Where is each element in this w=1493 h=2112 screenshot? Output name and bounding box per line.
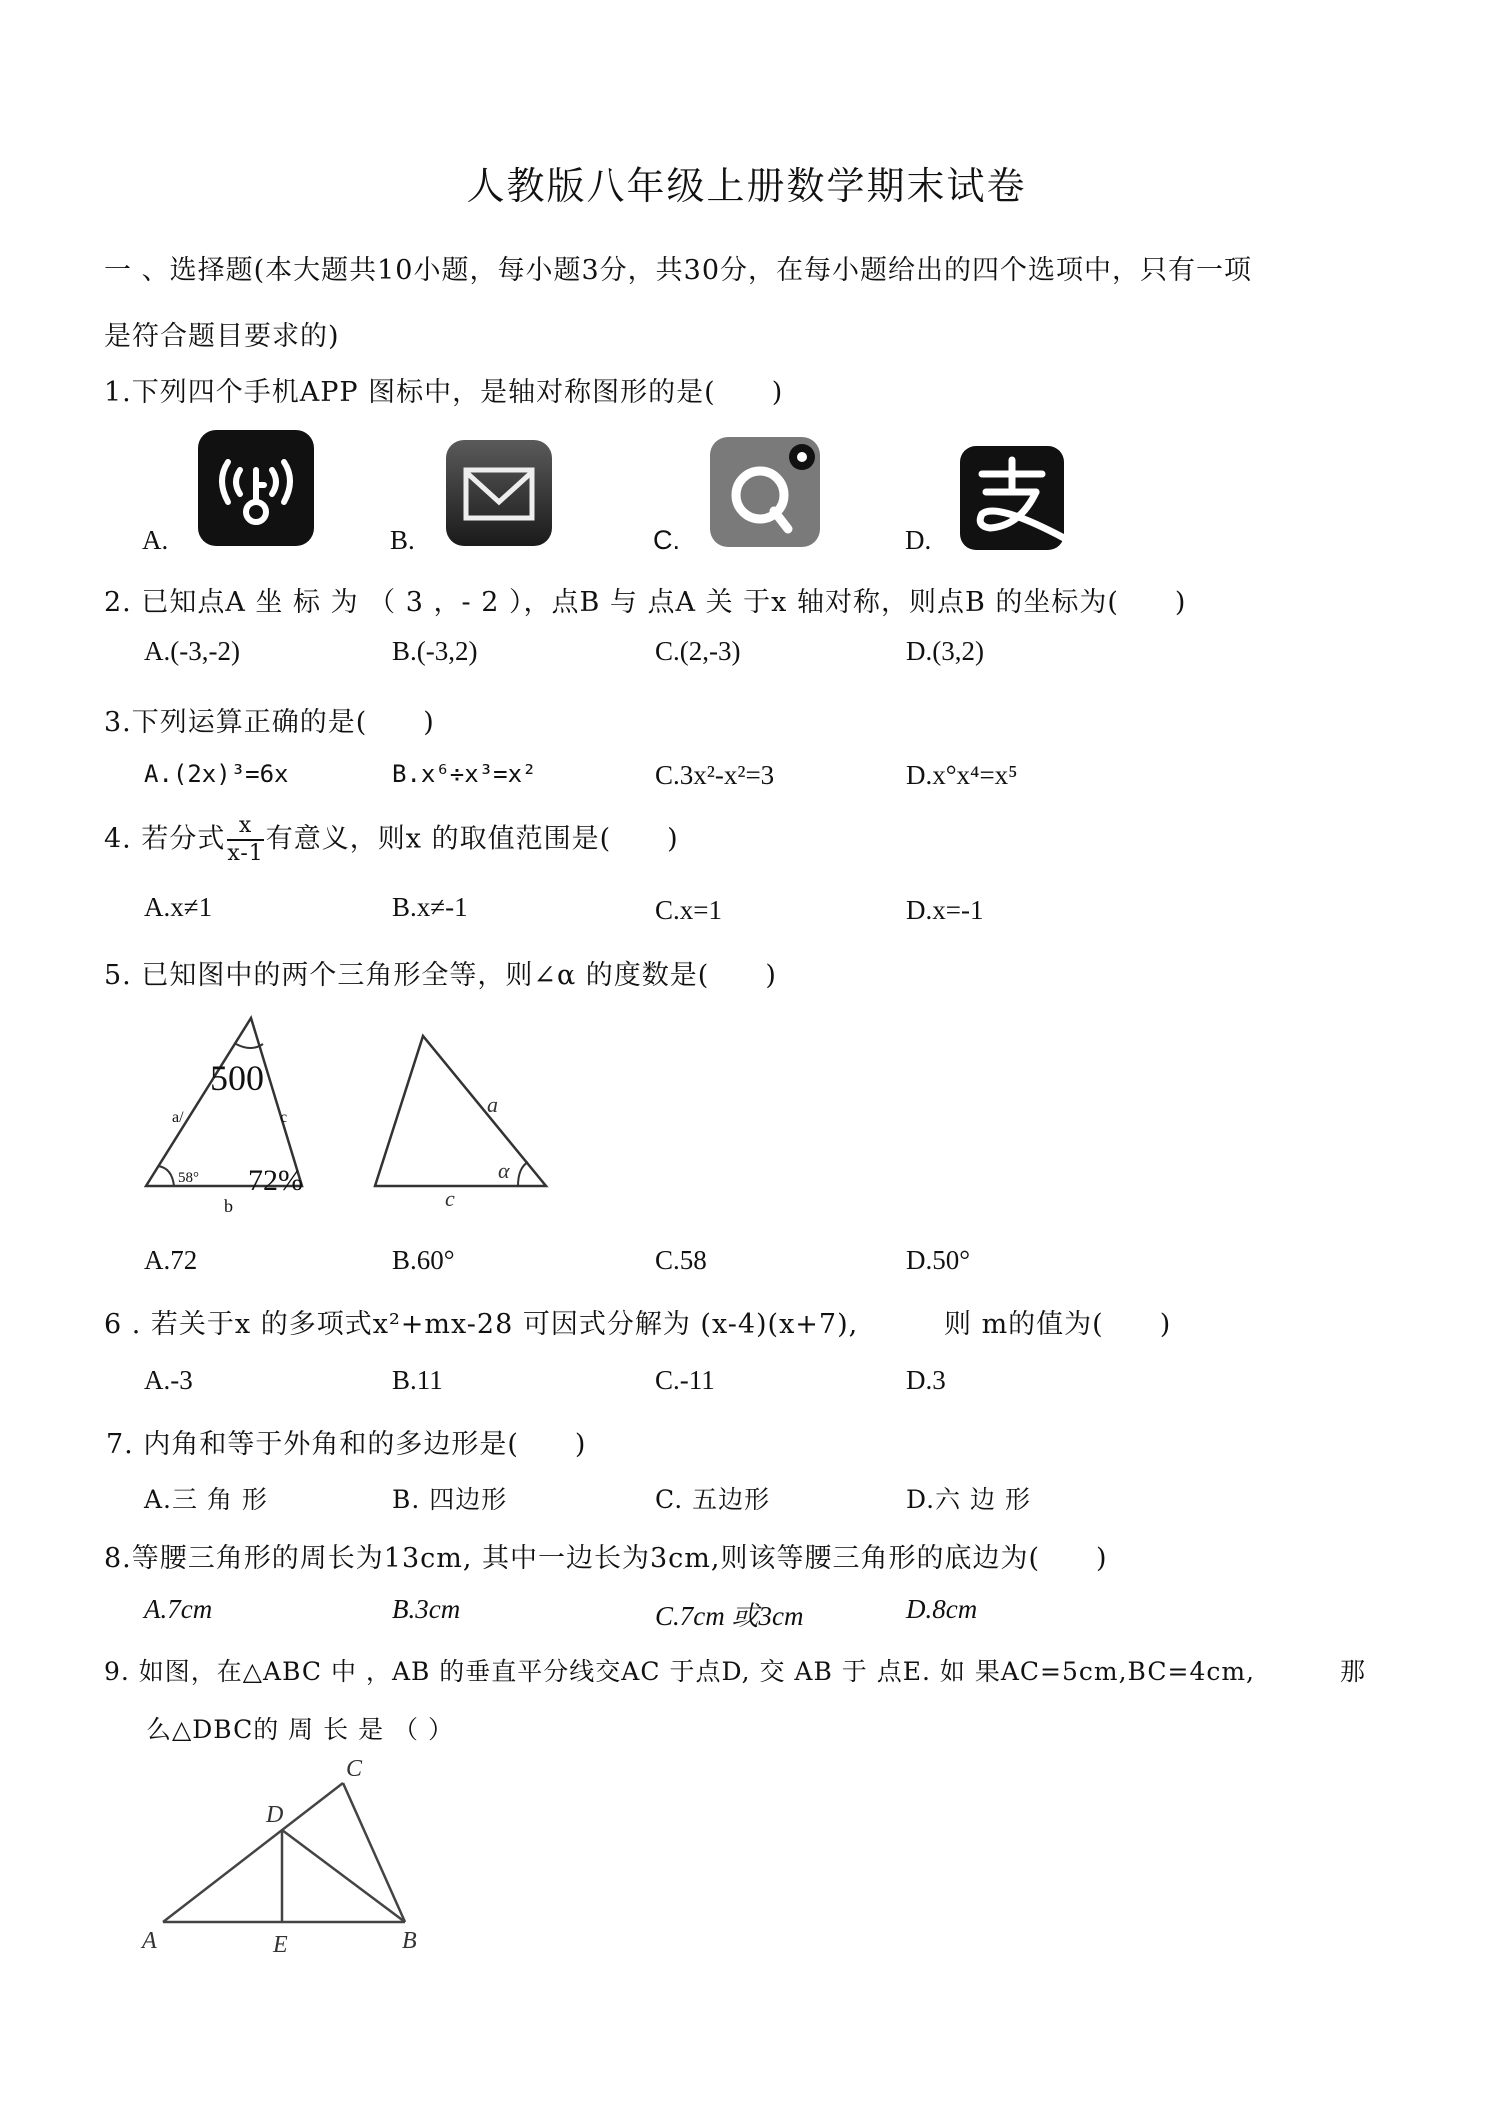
q1-option-d-label: D. (905, 525, 932, 555)
q8-option-c: C.7cm 或3cm (655, 1601, 804, 1631)
q6-option-c: C.-11 (655, 1365, 715, 1395)
q6-option-b: B.11 (392, 1365, 443, 1395)
q4-fraction (227, 815, 263, 865)
q2-option-d: D.(3,2) (906, 636, 984, 666)
q5-left-angle-58: 58° (178, 1170, 199, 1186)
question-9-text-line2: 么△DBC的 周 长 是 （ ） (146, 1715, 454, 1744)
question-4-text (104, 815, 679, 865)
q4-fraction-denominator: x-1 (227, 841, 264, 866)
q5-option-a: A.72 (144, 1245, 198, 1275)
q1-option-c-label: C. (653, 525, 680, 555)
q1-option-a-label: A. (142, 525, 169, 555)
q7-option-c: C. 五边形 (655, 1485, 771, 1514)
q2-option-c: C.(2,-3) (655, 636, 741, 666)
q5-left-top-angle: 500 (210, 1058, 264, 1098)
q2-option-b: B.(-3,2) (392, 636, 478, 666)
q5-right-base-c: c (445, 1186, 455, 1211)
question-9-text-line1-tail: 那 (1340, 1657, 1367, 1686)
q5-right-angle-alpha: α (498, 1158, 510, 1183)
question-8-text: 8.等腰三角形的周长为13cm, 其中一边长为3cm,则该等腰三角形的底边为( ) (104, 1543, 1108, 1574)
q9-point-b: B (402, 1928, 417, 1954)
question-6-text-tail: 则 m的值为( ) (944, 1309, 1172, 1340)
q6-option-d: D.3 (906, 1365, 946, 1395)
q5-left-angle-72: 72% (248, 1164, 303, 1197)
section-header-line1: 一 、选择题(本大题共10小题，每小题3分，共30分，在每小题给出的四个选项中，只有一项 (104, 255, 1253, 286)
q7-option-b: B. 四边形 (392, 1485, 508, 1514)
question-7-text: 7. 内角和等于外角和的多边形是( ) (106, 1429, 587, 1460)
mail-envelope-icon (446, 440, 552, 546)
q8-option-a: A.7cm (144, 1594, 213, 1624)
q3-option-d: D.x°x⁴=x⁵ (906, 760, 1018, 790)
q5-option-c: C.58 (655, 1245, 707, 1275)
q5-left-side-c: c (280, 1109, 288, 1126)
q4-fraction-numerator: x (227, 815, 263, 841)
q4-option-a: A.x≠1 (144, 892, 213, 922)
question-5-text: 5. 已知图中的两个三角形全等，则∠α 的度数是( ) (104, 960, 777, 991)
q5-right-side-a: a (487, 1092, 498, 1117)
wifi-key-icon (198, 430, 314, 546)
q9-point-a: A (142, 1928, 157, 1954)
q6-option-a: A.-3 (144, 1365, 193, 1395)
q4-option-b: B.x≠-1 (392, 892, 468, 922)
q9-point-d: D (266, 1802, 284, 1828)
q8-option-d: D.8cm (906, 1594, 978, 1624)
q5-left-side-a: a/ (172, 1109, 184, 1126)
q7-option-d: D.六 边 形 (906, 1485, 1031, 1514)
q3-option-a: A.(2x)³=6x (144, 760, 289, 788)
q5-option-d: D.50° (906, 1245, 971, 1275)
question-9-text-line1: 9. 如图，在△ABC 中 ，AB 的垂直平分线交AC 于点D, 交 AB 于 点E. 如 果AC=5cm,BC=4cm, (104, 1657, 1256, 1686)
q3-option-c: C.3x²-x²=3 (655, 760, 775, 790)
q8-option-b: B.3cm (392, 1594, 461, 1624)
q9-point-e: E (273, 1932, 288, 1958)
q2-option-a: A.(-3,-2) (144, 636, 240, 666)
q4-option-c: C.x=1 (655, 895, 722, 925)
q4-text-before: 4. 若分式 (104, 823, 226, 855)
q4-text-after: 有意义，则x 的取值范围是( ) (265, 823, 679, 855)
q5-figure-congruent-triangles (130, 1000, 580, 1224)
question-2-text: 2. 已知点A 坐 标 为 （ 3 ，- 2 ），点B 与 点A 关 于x 轴对称，则点B 的坐标为( ) (104, 587, 1187, 618)
q9-figure-triangle-abc (130, 1750, 460, 1984)
question-1-text: 1.下列四个手机APP 图标中，是轴对称图形的是( ) (104, 377, 784, 408)
q-search-icon (710, 437, 820, 547)
q4-option-d: D.x=-1 (906, 895, 984, 925)
q5-option-b: B.60° (392, 1245, 455, 1275)
q3-option-b: B.x⁶÷x³=x² (392, 760, 537, 788)
section-header-line2: 是符合题目要求的) (104, 321, 340, 352)
page-title: 人教版八年级上册数学期末试卷 (466, 164, 1027, 208)
q5-left-base-b: b (224, 1196, 233, 1216)
question-6-text: 6 . 若关于x 的多项式x²+mx-28 可因式分解为 (x-4)(x+7), (104, 1309, 859, 1340)
q7-option-a: A.三 角 形 (144, 1485, 268, 1514)
question-3-text: 3.下列运算正确的是( ) (104, 707, 435, 738)
alipay-zhi-icon (960, 446, 1064, 550)
q1-option-b-label: B. (390, 525, 415, 555)
q9-point-c: C (346, 1756, 363, 1782)
